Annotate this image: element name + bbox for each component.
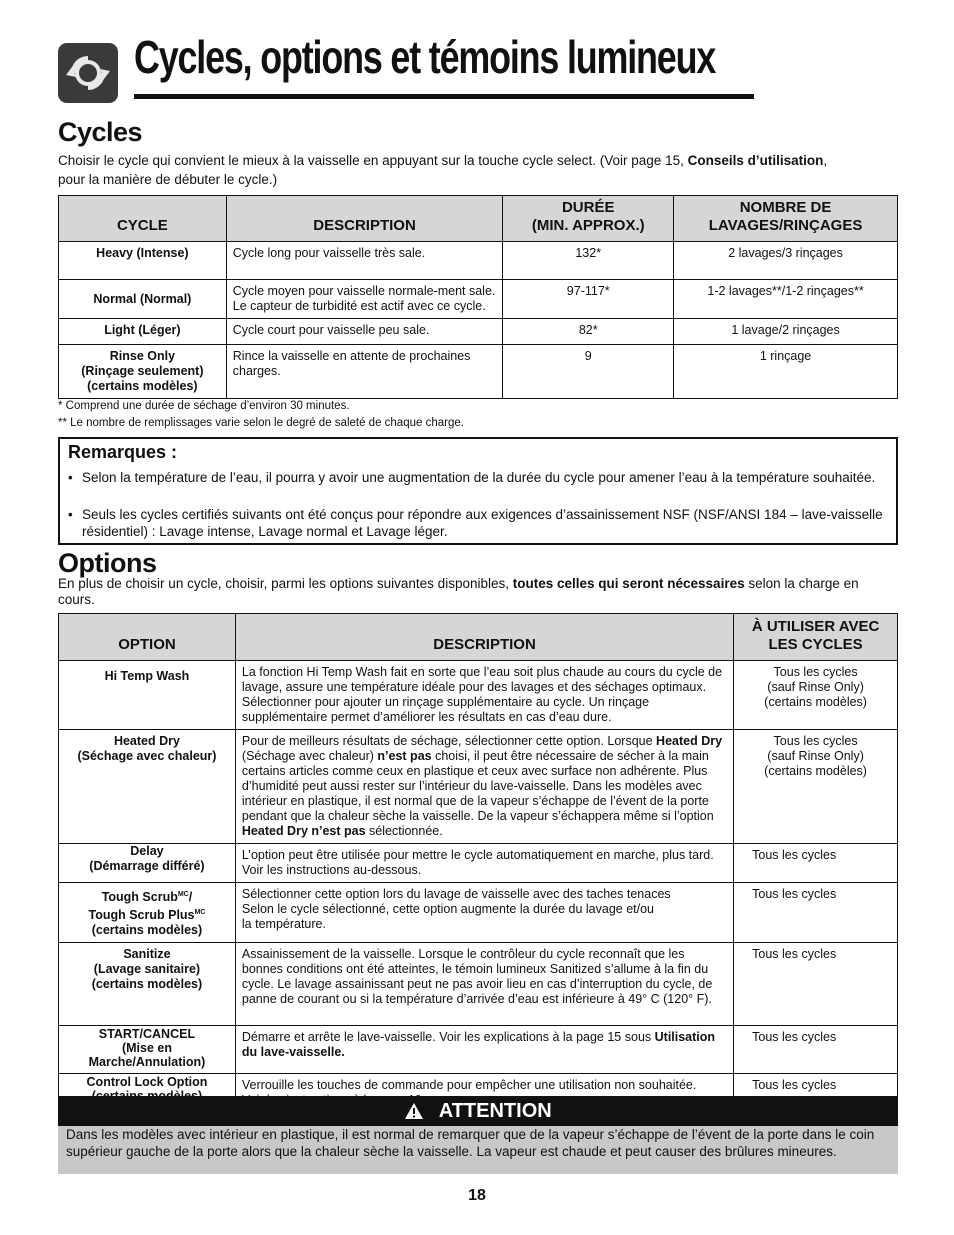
table-row: Rinse Only (Rinçage seulement) (certains modèles) Rince la vaisselle en attente de prochaines charges. 9 1 rinçage — [59, 345, 898, 399]
col-washes: NOMBRE DE LAVAGES/RINÇAGES — [674, 196, 898, 242]
options-table — [58, 613, 898, 1113]
table-row: START/CANCEL (Mise en Marche/Annulation) Démarre et arrête le lave-vaisselle. Voir les explications à la page 15 sous Utilisation du lave-vaisselle. Tous les cycles — [59, 1026, 898, 1074]
cycles-heading: Cycles — [58, 117, 143, 147]
title-underline — [134, 94, 754, 99]
table-row: Sanitize (Lavage sanitaire) (certains modèles) Assainissement de la vaisselle. Lorsque le contrôleur du cycle reconnaît que les bonnes conditions ont été atteintes, le témoin lumineux Sanitized s’allume à la fin du cycle. Le lavage assainissant peut ne pas avoir lieu en cas d’interruption du cycle, de panne de courant ou si la température d’arrivée d’eau est inférieure à 49° C (120° F). Tous les cycles — [59, 943, 898, 1026]
options-intro: En plus de choisir un cycle, choisir, parmi les options suivantes disponibles, toutes celles qui seront nécessaires selon la charge en cours. — [58, 576, 859, 607]
attention-text: Dans les modèles avec intérieur en plastique, il est normal de remarquer que de la vapeur s’échappe de l’évent de la porte dans le coin supérieur gauche de la porte alors que la chaleur sèche la vaisselle. La vapeur est chaude et peut causer des brûlures mineures. — [58, 1126, 898, 1174]
list-item: • Selon la température de l’eau, il pourra y avoir une augmentation de la durée du cycle pour amener l’eau à la température souhaitée. — [68, 470, 876, 485]
table-row: Heavy (Intense) Cycle long pour vaisselle très sale. 132* 2 lavages/3 rinçages — [59, 242, 898, 280]
table-row: Delay (Démarrage différé) L’option peut être utilisée pour mettre le cycle automatiquement en marche, plus tard. Voir les instructions au-dessous. Tous les cycles — [59, 844, 898, 883]
table-row: Normal (Normal) Cycle moyen pour vaisselle normale-ment sale. Le capteur de turbidité est actif avec ce cycle. 97-117* 1-2 lavages**/1-2 rinçages** — [59, 280, 898, 319]
col-cycles: À UTILISER AVEC LES CYCLES — [734, 614, 898, 661]
table-row: Heated Dry (Séchage avec chaleur) Pour de meilleurs résultats de séchage, sélectionner cette option. Lorsque Heated Dry (Séchage avec chaleur) n’est pas choisi, il peut être nécessaire de sécher à la main certains articles comme ceux en plastique et ceux avec surface non adhérente. Plus d’humidité peut aussi rester sur l’intérieur du lave-vaisselle. Dans les modèles avec intérieur en plastique, il est normal que de la vapeur s’échappe de l’évent de la porte pendant que la chaleur sèche la vaisselle. De la vapeur s’échappera même si l’option Heated Dry n’est pas sélectionnée. Tous les cycles (sauf Rinse Only) (certains modèles) — [59, 730, 898, 844]
remarks-box — [58, 437, 898, 545]
table-row: Tough Scrub$^{MC}$/ Tough Scrub Plus$^{MC}$ (certains modèles) Sélectionner cette option lors du lavage de vaisselle avec des taches tenaces Selon le cycle sélectionné, cette option augmente la durée du lavage et/ou la température. Tous les cycles — [59, 883, 898, 943]
page-number: 18 — [468, 1187, 486, 1204]
col-duration: DURÉE (MIN. APPROX.) — [503, 196, 674, 242]
footnote: * Comprend une durée de séchage d’environ 30 minutes. — [58, 400, 350, 412]
options-heading: Options — [58, 548, 157, 578]
cycles-table — [58, 195, 898, 399]
bullet-icon: • — [68, 470, 73, 485]
list-item: • Seuls les cycles certifiés suivants ont été conçus pour répondre aux exigences d’assainissement NSF (NSF/ANSI 184 – lave-vaisselle résidentiel) : Lavage intense, Lavage normal et Lavage léger. — [68, 507, 883, 539]
cycles-intro: Choisir le cycle qui convient le mieux à la vaisselle en appuyant sur la touche cycle select. (Voir page 15, Conseils d’utilisation, pour la manière de débuter le cycle.) — [58, 153, 828, 187]
bullet-icon: • — [68, 507, 73, 522]
col-option: OPTION — [59, 614, 236, 661]
warning-triangle-icon — [404, 1102, 424, 1120]
remarks-heading: Remarques : — [68, 442, 178, 462]
table-row: Light (Léger) Cycle court pour vaisselle peu sale. 82* 1 lavage/2 rinçages — [59, 319, 898, 345]
attention-label: ATTENTION — [438, 1100, 552, 1122]
attention-banner — [58, 1096, 898, 1126]
table-row: Control Lock Option Verrouille les touches de commande pour empêcher une utilisation non souhaitée. Tous les cycles — [59, 1074, 898, 1113]
footnote: ** Le nombre de remplissages varie selon le degré de saleté de chaque charge. — [58, 417, 464, 429]
page-title: Cycles, options et témoins lumineux — [134, 31, 716, 83]
col-cycle: CYCLE — [59, 196, 227, 242]
table-row: Hi Temp Wash La fonction Hi Temp Wash fait en sorte que l’eau soit plus chaude au cours du cycle de lavage, assure une température idéale pour des lavages et des séchages optimaux. Sélectionner pour ajouter un rinçage supplémentaire au cycle. Un rinçage supplémentaire permet d’améliorer les résultats en cas d’eau dure. Tous les cycles (sauf Rinse Only) (certains modèles) — [59, 661, 898, 730]
cycle-arrows-icon — [58, 43, 118, 103]
col-description: DESCRIPTION — [235, 614, 733, 661]
col-description: DESCRIPTION — [226, 196, 503, 242]
